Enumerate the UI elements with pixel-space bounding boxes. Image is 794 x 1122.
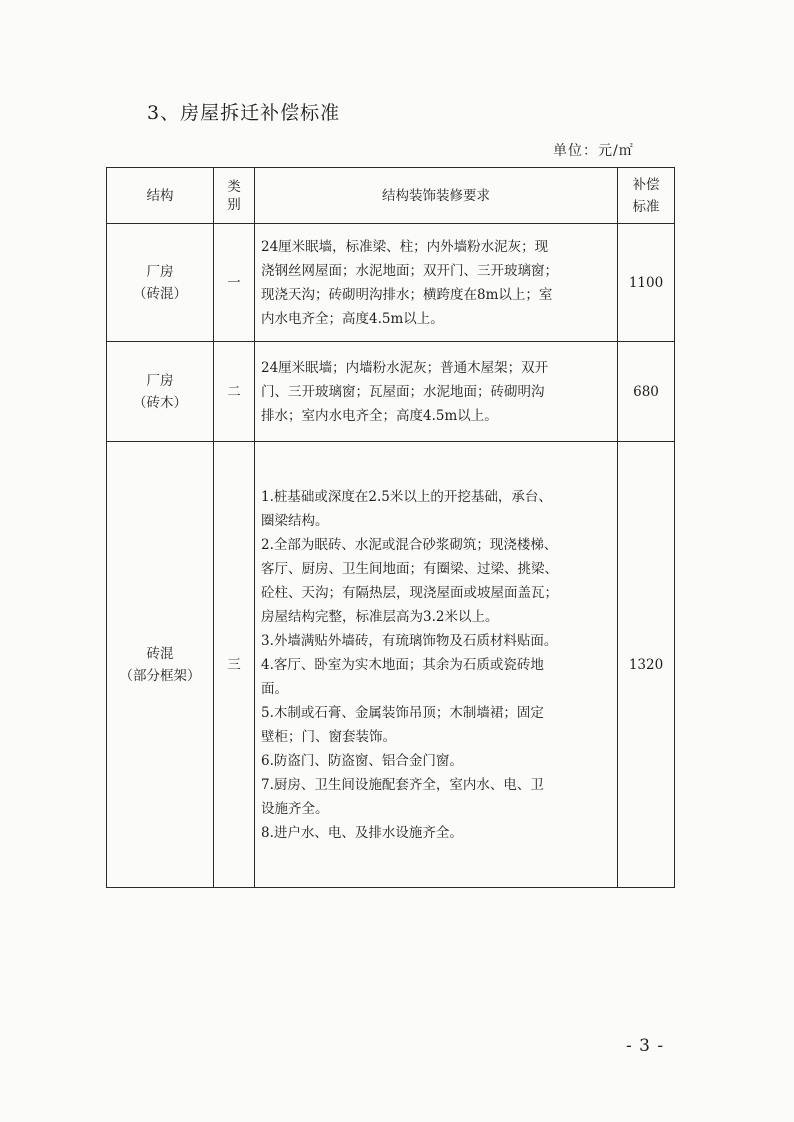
requirement-line: 设施齐全。 (261, 800, 329, 817)
table-row (107, 442, 675, 888)
requirement-line: 3.外墙满贴外墙砖，有琉璃饰物及石质材料贴面。 (261, 632, 558, 649)
requirement-line: 排水；室内水电齐全；高度4.5m以上。 (261, 407, 498, 424)
requirement-line: 7.厨房、卫生间设施配套齐全，室内水、电、卫 (261, 776, 544, 793)
header-standard-line2: 标准 (632, 198, 660, 215)
requirement-line: 5.木制或石膏、金属装饰吊顶；木制墙裙；固定 (261, 704, 544, 721)
row-requirements (255, 442, 618, 888)
table-header-row (107, 168, 675, 224)
header-standard-line1: 补偿 (632, 176, 660, 193)
requirement-line: 1.桩基础或深度在2.5米以上的开挖基础，承台、 (261, 488, 552, 505)
requirement-line: 圈梁结构。 (261, 512, 329, 529)
requirement-line: 浇钢丝网屋面；水泥地面；双开门、三开玻璃窗； (261, 262, 558, 279)
table-row (107, 342, 675, 442)
row-structure-line2: （砖木） (133, 394, 187, 411)
row-category: 三 (214, 442, 255, 888)
page-number: - 3 - (626, 1036, 665, 1056)
row-structure-line2: （砖混） (133, 285, 187, 302)
unit-label: 单位：元/㎡ (553, 143, 634, 159)
requirement-line: 门、三开玻璃窗；瓦屋面；水泥地面；砖砌明沟 (261, 383, 545, 400)
row-structure-line2: （部分框架） (119, 667, 201, 684)
requirement-line: 24厘米眠墙；内墙粉水泥灰；普通木屋架；双开 (261, 359, 549, 376)
requirement-line: 面。 (261, 680, 288, 697)
header-category (214, 168, 255, 224)
section-title: 3、房屋拆迁补偿标准 (147, 102, 341, 124)
requirement-line: 4.客厅、卧室为实木地面；其余为石质或瓷砖地 (261, 656, 544, 673)
requirement-line: 内水电齐全；高度4.5m以上。 (261, 310, 444, 327)
requirement-line: 客厅、厨房、卫生间地面；有圈梁、过梁、挑梁、 (261, 560, 558, 577)
row-standard: 1100 (618, 224, 675, 342)
row-requirements (255, 224, 618, 342)
requirement-line: 房屋结构完整，标准层高为3.2米以上。 (261, 608, 499, 625)
requirement-line: 壁柜；门、窗套装饰。 (261, 728, 396, 745)
requirement-line: 现浇天沟；砖砌明沟排水；横跨度在8m以上；室 (261, 286, 553, 303)
requirement-line: 8.进户水、电、及排水设施齐全。 (261, 824, 463, 841)
header-standard (618, 168, 675, 224)
table-row (107, 224, 675, 342)
row-structure (107, 342, 214, 442)
row-category: 一 (214, 224, 255, 342)
row-structure-line1: 厂房 (146, 263, 174, 280)
requirement-line: 砼柱、天沟；有隔热层，现浇屋面或坡屋面盖瓦； (261, 584, 558, 601)
requirement-line: 6.防盗门、防盗窗、铝合金门窗。 (261, 752, 463, 769)
row-structure (107, 442, 214, 888)
header-structure: 结构 (107, 168, 214, 224)
row-standard: 1320 (618, 442, 675, 888)
requirement-line: 2.全部为眠砖、水泥或混合砂浆砌筑；现浇楼梯、 (261, 536, 558, 553)
row-requirements (255, 342, 618, 442)
row-category: 二 (214, 342, 255, 442)
row-structure-line1: 砖混 (146, 645, 174, 662)
row-structure (107, 224, 214, 342)
row-standard: 680 (618, 342, 675, 442)
compensation-table (106, 167, 675, 888)
row-structure-line1: 厂房 (146, 372, 174, 389)
header-category-line1: 类 (227, 178, 241, 195)
requirement-line: 24厘米眠墙，标准梁、柱；内外墙粉水泥灰；现 (261, 238, 549, 255)
header-category-line2: 别 (227, 196, 241, 213)
header-requirements: 结构装饰装修要求 (255, 168, 618, 224)
